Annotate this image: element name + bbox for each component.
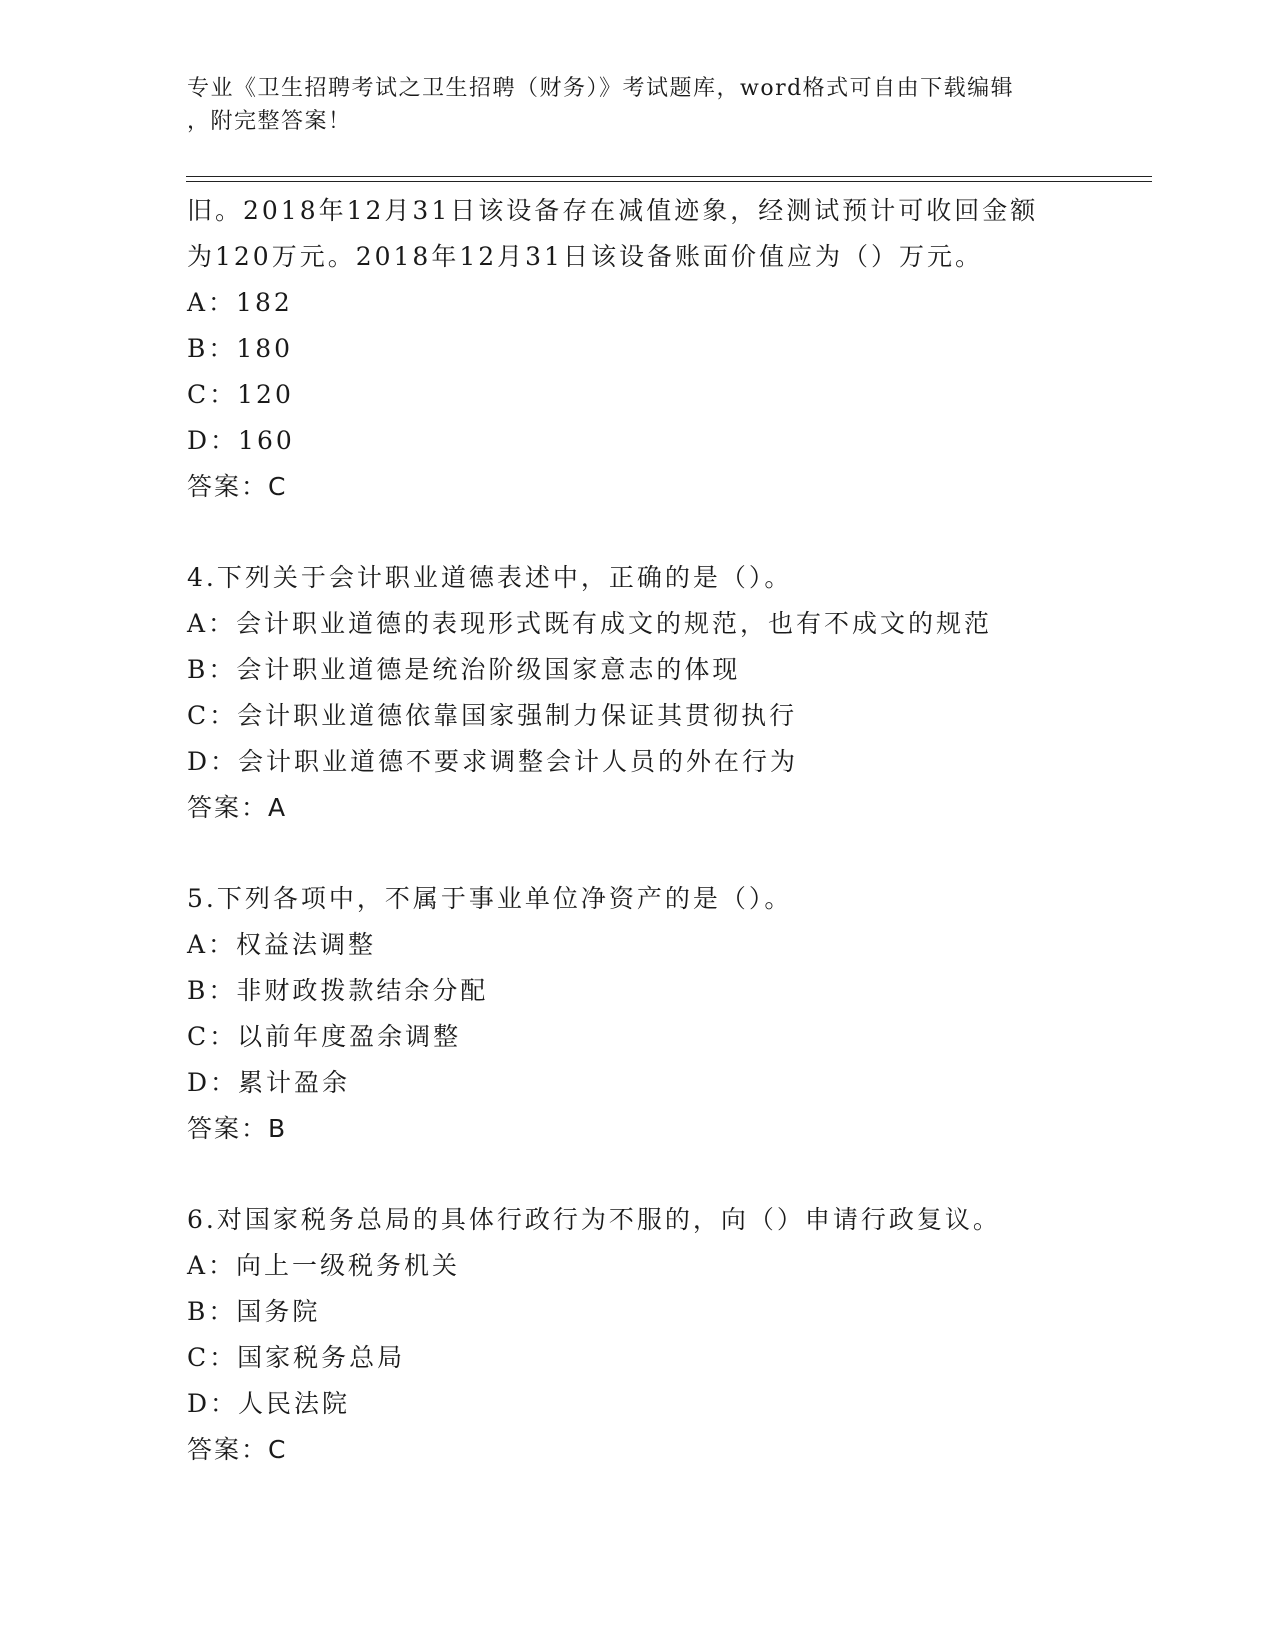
question-stem-line: 6.对国家税务总局的具体行政行为不服的，向（）申请行政复议。 bbox=[187, 1205, 1001, 1234]
answer-label: 答案：B bbox=[187, 1114, 288, 1143]
header-line-1: 专业《卫生招聘考试之卫生招聘（财务）》考试题库，word格式可自由下载编辑 bbox=[187, 76, 1015, 101]
question-list bbox=[187, 188, 1087, 1473]
option-c: C：国家税务总局 bbox=[187, 1343, 406, 1372]
question-5 bbox=[187, 876, 1087, 1152]
answer-label: 答案：C bbox=[187, 472, 288, 501]
question-6 bbox=[187, 1197, 1087, 1473]
header-divider-bottom bbox=[186, 181, 1152, 182]
option-b: B：180 bbox=[187, 334, 294, 363]
question-stem-line: 5.下列各项中，不属于事业单位净资产的是（）。 bbox=[187, 884, 793, 913]
question-stem-line: 4.下列关于会计职业道德表述中，正确的是（）。 bbox=[187, 563, 793, 592]
header-divider-top bbox=[186, 176, 1152, 177]
option-b: B：非财政拨款结余分配 bbox=[187, 976, 489, 1005]
spacer bbox=[187, 1152, 1087, 1197]
question-stem-line: 旧。2018年12月31日该设备存在减值迹象，经测试预计可收回金额 bbox=[187, 196, 1039, 225]
document-header bbox=[187, 72, 1067, 138]
answer-label: 答案：C bbox=[187, 1435, 288, 1464]
option-d: D：会计职业道德不要求调整会计人员的外在行为 bbox=[187, 747, 799, 776]
answer-label: 答案：A bbox=[187, 793, 288, 822]
header-line-2: ，附完整答案！ bbox=[187, 109, 352, 134]
option-c: C：会计职业道德依靠国家强制力保证其贯彻执行 bbox=[187, 701, 798, 730]
option-c: C：120 bbox=[187, 380, 294, 409]
option-b: B：国务院 bbox=[187, 1297, 321, 1326]
option-a: A：182 bbox=[187, 288, 293, 317]
option-a: A：会计职业道德的表现形式既有成文的规范，也有不成文的规范 bbox=[187, 609, 993, 638]
option-a: A：向上一级税务机关 bbox=[187, 1251, 461, 1280]
spacer bbox=[187, 510, 1087, 555]
question-3 bbox=[187, 188, 1087, 510]
option-b: B：会计职业道德是统治阶级国家意志的体现 bbox=[187, 655, 741, 684]
option-d: D：累计盈余 bbox=[187, 1068, 351, 1097]
option-d: D：人民法院 bbox=[187, 1389, 351, 1418]
option-a: A：权益法调整 bbox=[187, 930, 377, 959]
spacer bbox=[187, 831, 1087, 876]
option-c: C：以前年度盈余调整 bbox=[187, 1022, 462, 1051]
question-stem-line: 为120万元。2018年12月31日该设备账面价值应为（）万元。 bbox=[187, 242, 983, 271]
option-d: D：160 bbox=[187, 426, 295, 455]
question-4 bbox=[187, 555, 1087, 831]
